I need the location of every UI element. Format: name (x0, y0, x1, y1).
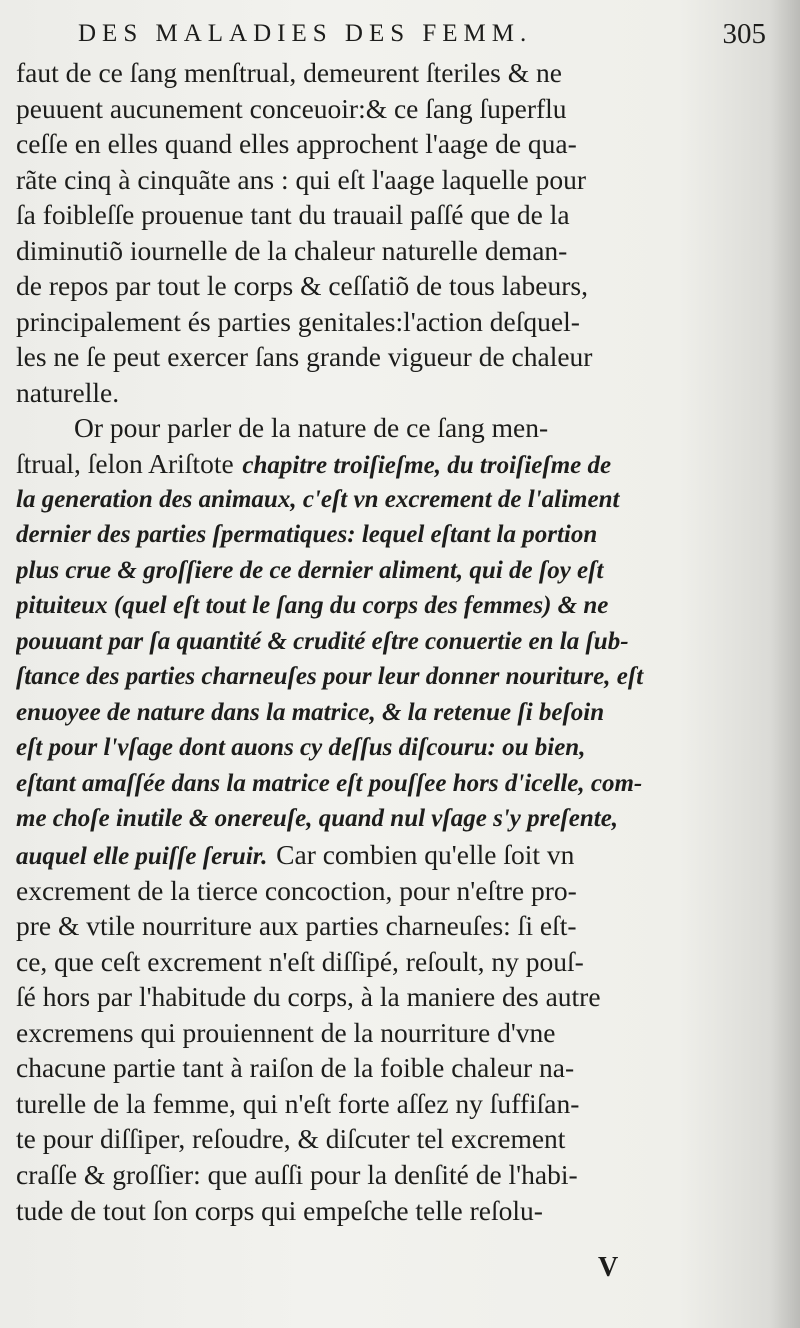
main-text (16, 55, 746, 1228)
italic-line: pituiteux (quel eſt tout le ſang du corps des femmes) & ne (16, 592, 609, 620)
text-line: principalement és parties genitales:l'action deſquel- (16, 305, 580, 337)
roman-run: Car combien qu'elle ſoit vn (276, 839, 575, 871)
text-line: ſa foibleſſe prouenue tant du trauail paſſé que de la (16, 199, 570, 231)
italic-run: auquel elle puiſſe ſeruir. (16, 843, 268, 871)
italic-line: enuoyee de nature dans la matrice, & la retenue ſi beſoin (16, 698, 605, 726)
roman-run: ſtrual, ſelon Ariſtote (16, 448, 234, 480)
text-line: pre & vtile nourriture aux parties charneuſes: ſi eſt- (16, 910, 577, 942)
text-line: rãte cinq à cinquãte ans : qui eſt l'aage laquelle pour (16, 163, 586, 195)
text-line: naturelle. (16, 376, 120, 408)
text-line: turelle de la femme, qui n'eſt forte aſſez ny ſuffiſan- (16, 1087, 580, 1119)
running-title: DES MALADIES DES FEMM. (78, 20, 533, 47)
text-line: chacune partie tant à raiſon de la foible chaleur na- (16, 1052, 575, 1084)
page-header (78, 14, 766, 54)
text-line: peuuent aucunement conceuoir:& ce ſang ſuperflu (16, 92, 567, 124)
italic-line: plus crue & groſſiere de ce dernier aliment, qui de ſoy eſt (16, 556, 604, 584)
signature-mark: V (598, 1252, 619, 1283)
text-line: ceſſe en elles quand elles approchent l'aage de qua- (16, 128, 577, 160)
text-line (16, 837, 746, 873)
italic-line: me choſe inutile & onereuſe, quand nul vſage s'y preſente, (16, 805, 619, 833)
text-line: excrement de la tierce concoction, pour n'eſtre pro- (16, 874, 577, 906)
paragraph-opening-line: Or pour parler de la nature de ce ſang men- (74, 412, 549, 444)
page-edge-shadow (770, 0, 800, 1328)
text-line: craſſe & groſſier: que auſſi pour la denſité de l'habi- (16, 1158, 578, 1190)
text-line: faut de ce ſang menſtrual, demeurent ſteriles & ne (16, 57, 562, 88)
text-line: ſé hors par l'habitude du corps, à la maniere des autre (16, 981, 601, 1013)
text-line: excremens qui prouiennent de la nourriture d'vne (16, 1016, 556, 1048)
italic-line: dernier des parties ſpermatiques: lequel eſtant la portion (16, 521, 598, 549)
text-line: ce, que ceſt excrement n'eſt diſſipé, reſoult, ny pouſ- (16, 945, 584, 977)
page-number: 305 (722, 18, 766, 50)
italic-run: chapitre troiſieſme, du troiſieſme de (242, 452, 612, 480)
text-line: les ne ſe peut exercer ſans grande vigueur de chaleur (16, 341, 593, 373)
text-line (16, 446, 746, 482)
text-line: de repos par tout le corps & ceſſatiõ de tous labeurs, (16, 270, 588, 302)
text-line: diminutiõ iournelle de la chaleur naturelle deman- (16, 234, 568, 266)
italic-line: pouuant par ſa quantité & crudité eſtre conuertie en la ſub- (16, 627, 629, 655)
italic-line: eſtant amaſſée dans la matrice eſt pouſſee hors d'icelle, com- (16, 769, 643, 797)
italic-line: ſtance des parties charneuſes pour leur donner nouriture, eſt (16, 663, 644, 691)
italic-line: eſt pour l'vſage dont auons cy deſſus diſcouru: ou bien, (16, 734, 586, 762)
text-line: tude de tout ſon corps qui empeſche telle reſolu- (16, 1194, 543, 1226)
text-line: te pour diſſiper, reſoudre, & diſcuter tel excrement (16, 1123, 566, 1155)
italic-line: la generation des animaux, c'eſt vn excrement de l'aliment (16, 485, 620, 513)
